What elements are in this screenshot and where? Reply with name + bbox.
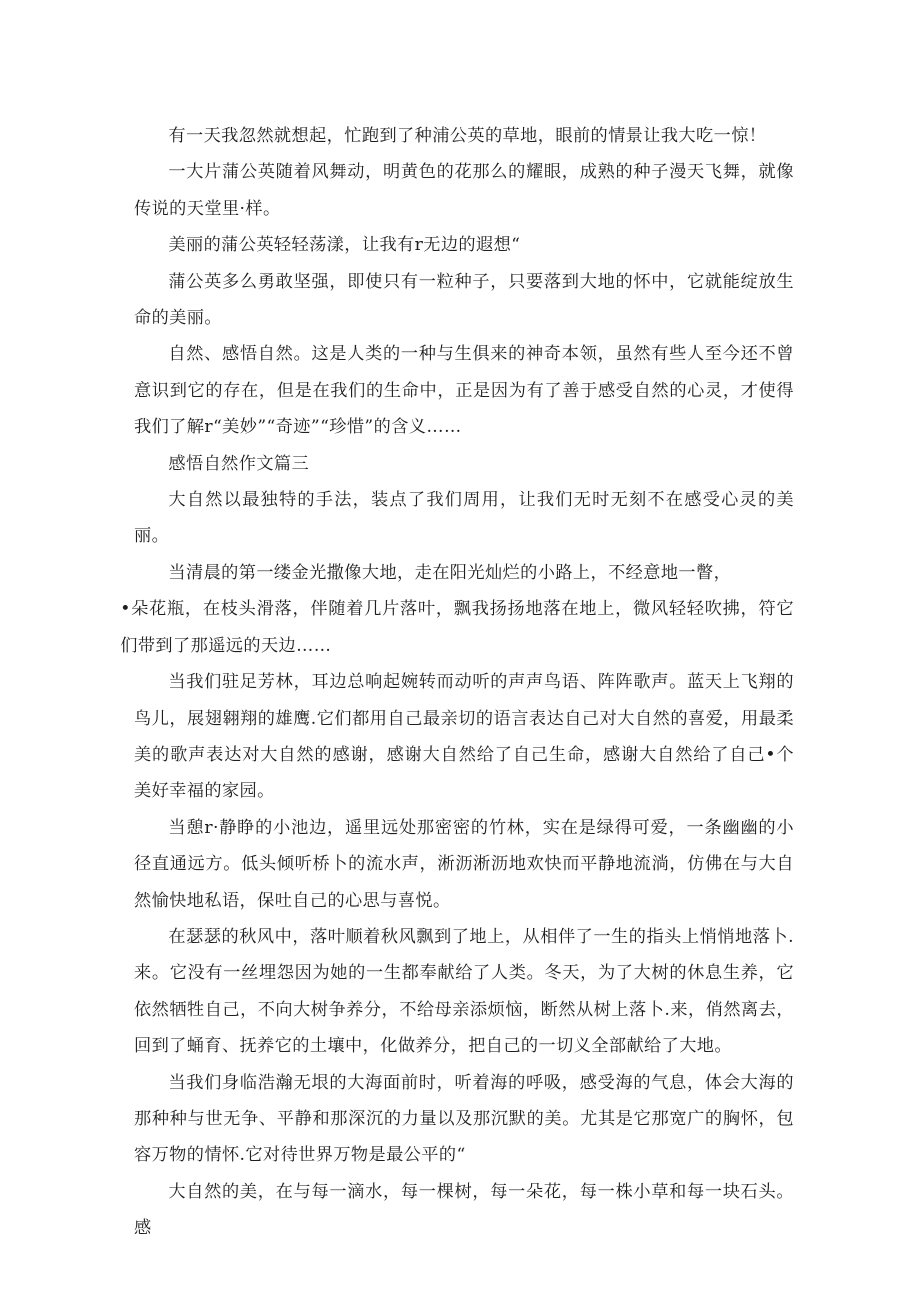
paragraph-11: 当憩r·静睁的小池边，遥里远处那密密的竹林，实在是绿得可爱，一条幽幽的小径直通远方。低头倾听桥卜的流水声，淅沥淅沥地欢快而平静地流淌，仿佛在与大自然愉快地私语，保吐自己的心思与喜悦。 — [134, 817, 794, 911]
paragraph-1: 有一天我忽然就想起，忙跑到了种浦公英的草地，眼前的情景让我大吃一惊！ — [168, 126, 767, 146]
paragraph-2: 一大片蒲公英随着风舞动，明黄色的花那么的耀眼，成熟的种子漫天飞舞，就像传说的天堂里·样。 — [134, 162, 794, 219]
paragraph-12: 在瑟瑟的秋风中，落叶顺着秋风飘到了地上，从相伴了一生的指头上悄悄地落卜.来。它没有一丝埋怨因为她的一生都奉献给了人类。冬天，为了大树的休息生养，它依然牺牲自己，不向大树争养分，不给母亲添烦恼，断然从树上落卜.来，俏然离去，回到了蛹育、抚养它的土壤中，化做养分，把自己的一切义全部献给了大地。 — [134, 926, 794, 1057]
paragraph-7: 大自然以最独特的手法，装点了我们周用，让我们无时无刻不在感受心灵的美丽。 — [134, 490, 794, 547]
paragraph-14: 大自然的美，在与每一滴水，每一棵树，每一朵花，每一株小草和每一块石头。感 — [134, 1181, 794, 1239]
document-body — [120, 118, 794, 1247]
paragraph-5: 自然、感悟自然。这是人类的一种与生俱来的神奇本领，虽然有些人至今还不曾意识到它的存在，但是在我们的生命中，正是因为有了善于感受自然的心灵，才使得我们了解r“美妙”“奇迹”“珍惜”的含义…… — [134, 344, 794, 438]
paragraph-8: 当清晨的第一缕金光撒像大地，走在阳光灿烂的小路上，不经意地一瞥， — [168, 562, 732, 583]
section-heading: 感悟自然作文篇三 — [168, 453, 310, 474]
paragraph-13: 当我们身临浩瀚无垠的大海面前时，听着海的呼吸，感受海的气息，体会大海的那种种与世无争、平静和那深沉的力量以及那沉默的美。尤其是它那宽广的胸怀，包容万物的情怀.它对待世界万物是最公平的“ — [134, 1072, 794, 1166]
paragraph-10: 当我们驻足芳林，耳边总响起婉转而动听的声声鸟语、阵阵歌声。蓝天上飞翔的鸟儿，展翅翱翔的雄鹰.它们都用自己最亲切的语言表达自己对大自然的喜爱，用最柔美的歌声表达对大自然的感谢，感谢大自然给了自己生命，感谢大自然给了自己•个美好幸福的家园。 — [134, 672, 794, 802]
paragraph-4: 蒲公英多么勇敢坚强，即使只有一粒种子，只要落到大地的怀中，它就能绽放生命的美丽。 — [134, 271, 794, 329]
paragraph-3: 美丽的蒲公英轻轻荡漾，让我有r无边的遐想“ — [168, 235, 521, 256]
paragraph-9: •朵花瓶，在枝头滑落，伴随着几片落叶，飘我扬扬地落在地上，微风轻轻吹拂，符它们带到了那遥远的天边…… — [120, 599, 794, 656]
